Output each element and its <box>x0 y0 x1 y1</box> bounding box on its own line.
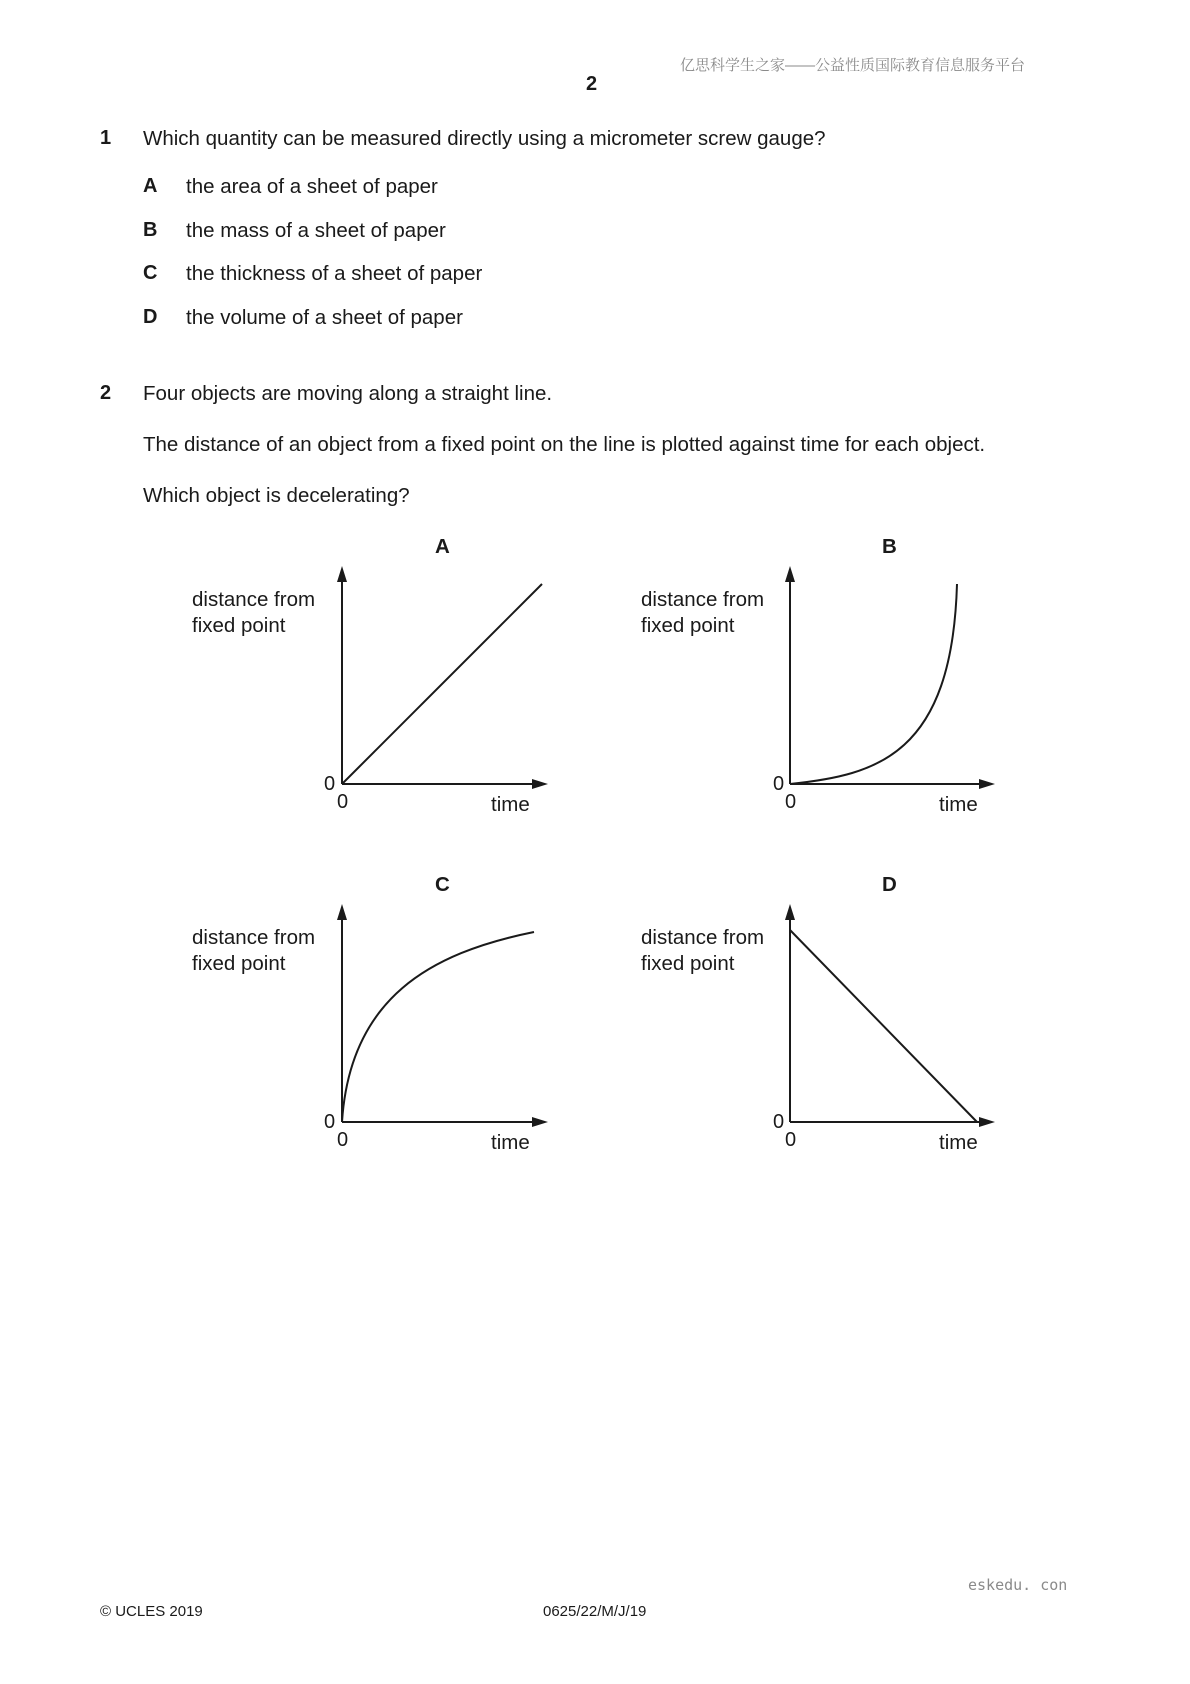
question-2-line-1: Four objects are moving along a straight line. <box>143 382 553 405</box>
graph-c <box>190 868 610 1168</box>
graph-a-x-arrow <box>532 779 548 789</box>
graph-d-curve <box>790 930 977 1122</box>
q1-option-d-text: the volume of a sheet of paper <box>186 306 463 329</box>
graph-d <box>637 868 1057 1168</box>
q1-option-c-letter: C <box>143 262 158 284</box>
graph-b-ylabel-line-2: fixed point <box>641 614 735 637</box>
q1-option-a-letter: A <box>143 175 158 197</box>
graph-c-ylabel-line-2: fixed point <box>192 952 286 975</box>
graph-d-xlabel: time <box>939 1131 978 1154</box>
question-2-line-2: The distance of an object from a fixed point on the line is plotted against time for each object. <box>143 433 986 456</box>
graph-d-x-arrow <box>979 1117 995 1127</box>
graph-b-plot <box>637 530 1057 830</box>
graph-b-curve <box>790 584 957 784</box>
graph-b-title: B <box>882 535 897 558</box>
graph-c-plot <box>190 868 610 1168</box>
q1-option-c-text: the thickness of a sheet of paper <box>186 262 483 285</box>
graph-a-y-arrow <box>337 566 347 582</box>
question-2-line-3: Which object is decelerating? <box>143 484 410 507</box>
q1-option-b-text: the mass of a sheet of paper <box>186 219 446 242</box>
graph-d-title: D <box>882 873 897 896</box>
graph-d-x-origin: 0 <box>785 1129 797 1151</box>
graph-c-curve <box>342 932 534 1122</box>
graph-b-x-arrow <box>979 779 995 789</box>
q1-option-b-letter: B <box>143 219 158 241</box>
graph-b-xlabel: time <box>939 793 978 816</box>
graph-a-y-origin: 0 <box>324 773 336 795</box>
graph-b-x-origin: 0 <box>785 791 797 813</box>
graph-c-y-arrow <box>337 904 347 920</box>
graph-d-ylabel-line-2: fixed point <box>641 952 735 975</box>
footer-watermark: eskedu. con <box>968 1576 1068 1594</box>
graph-c-x-origin: 0 <box>337 1129 349 1151</box>
graph-d-y-origin: 0 <box>773 1111 785 1133</box>
graph-a-ylabel-line-1: distance from <box>192 588 316 611</box>
question-1-text: Which quantity can be measured directly using a micrometer screw gauge? <box>143 127 826 150</box>
q1-option-a-text: the area of a sheet of paper <box>186 175 438 198</box>
graph-c-xlabel: time <box>491 1131 530 1154</box>
graph-a-ylabel-line-2: fixed point <box>192 614 286 637</box>
graph-c-title: C <box>435 873 450 896</box>
graph-c-x-arrow <box>532 1117 548 1127</box>
graph-b <box>637 530 1057 830</box>
graph-d-plot <box>637 868 1057 1168</box>
graph-c-ylabel-line-1: distance from <box>192 926 316 949</box>
graph-a-plot <box>190 530 610 830</box>
graph-b-y-arrow <box>785 566 795 582</box>
question-1-number: 1 <box>100 127 112 149</box>
graph-c-y-origin: 0 <box>324 1111 336 1133</box>
graph-a-title: A <box>435 535 450 558</box>
header-watermark: 亿思科学生之家——公益性质国际教育信息服务平台 <box>680 57 1026 74</box>
graph-d-ylabel-line-1: distance from <box>641 926 765 949</box>
graph-a-curve <box>342 584 542 784</box>
graph-a <box>190 530 610 830</box>
question-2-number: 2 <box>100 382 112 404</box>
graph-a-x-origin: 0 <box>337 791 349 813</box>
page-number: 2 <box>586 73 598 95</box>
graph-b-ylabel-line-1: distance from <box>641 588 765 611</box>
graph-a-xlabel: time <box>491 793 530 816</box>
q1-option-d-letter: D <box>143 306 158 328</box>
graph-b-y-origin: 0 <box>773 773 785 795</box>
footer-copyright: © UCLES 2019 <box>100 1603 203 1620</box>
footer-paper-code: 0625/22/M/J/19 <box>543 1603 647 1620</box>
graph-d-y-arrow <box>785 904 795 920</box>
